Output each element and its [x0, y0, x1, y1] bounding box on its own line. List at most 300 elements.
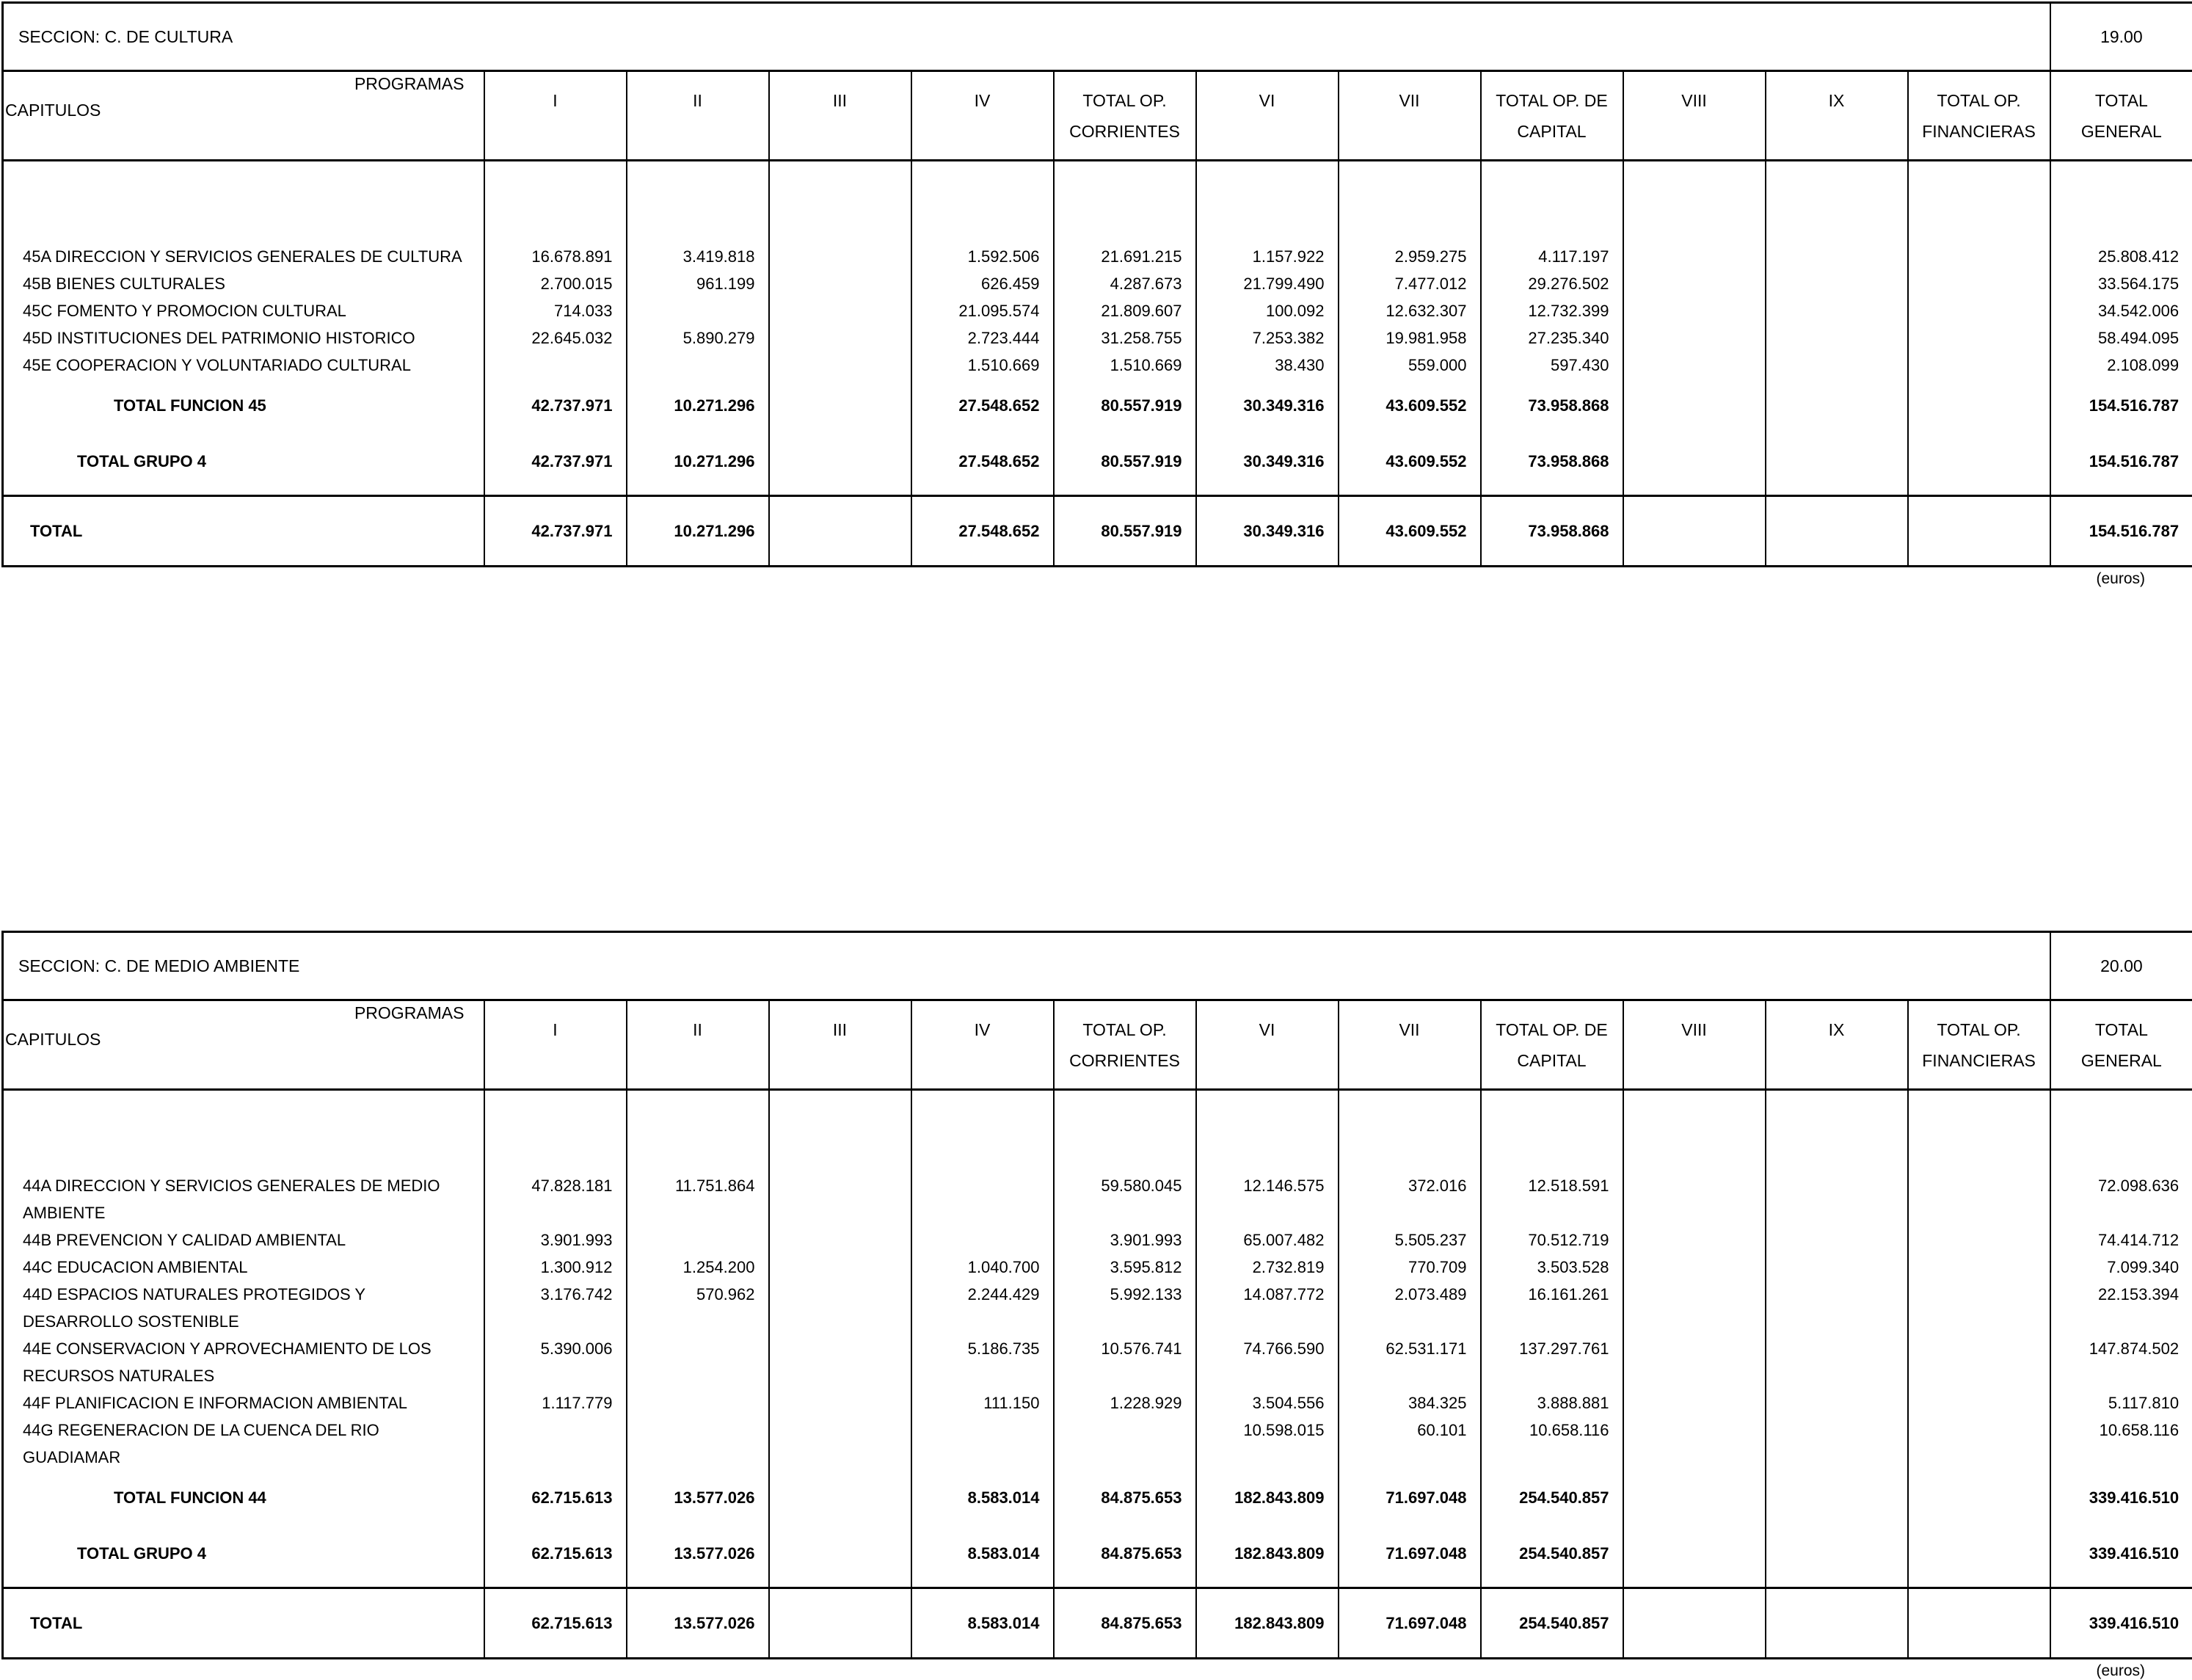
value-cell: [1908, 1281, 2050, 1335]
spacer-cell: [627, 420, 769, 448]
program-name: [3, 1254, 484, 1281]
spacer-cell: [911, 1568, 1054, 1588]
value-cell: 73.958.868: [1481, 392, 1623, 420]
column-header-line: TOTAL OP.: [1909, 85, 2050, 116]
program-row: [3, 297, 2192, 324]
capitulos-label: CAPITULOS: [5, 100, 101, 120]
value-cell: [769, 270, 911, 297]
value-cell: [769, 1281, 911, 1335]
column-header: [911, 1000, 1054, 1090]
spacer-cell: [769, 476, 911, 496]
spacer-cell: [1766, 379, 1908, 392]
grand-total-label: TOTAL: [3, 1588, 484, 1659]
spacer-cell: [484, 1090, 627, 1172]
value-cell: 626.459: [911, 270, 1054, 297]
value-cell: [1766, 1254, 1908, 1281]
value-cell: 10.271.296: [627, 392, 769, 420]
program-row: [3, 352, 2192, 379]
spacer-cell: [911, 1512, 1054, 1540]
program-name: [3, 324, 484, 352]
spacer-cell: [1623, 1471, 1766, 1484]
value-cell: 25.808.412: [2050, 243, 2192, 270]
program-row: [3, 1254, 2192, 1281]
program-row: [3, 1226, 2192, 1254]
total-grupo-row: [3, 1540, 2192, 1568]
total-funcion-label: TOTAL FUNCION 45: [3, 392, 484, 420]
value-cell: [1908, 270, 2050, 297]
value-cell: [1766, 1389, 1908, 1417]
value-cell: 42.737.971: [484, 448, 627, 476]
column-header-line: IV: [912, 85, 1053, 116]
value-cell: [1054, 1417, 1196, 1471]
spacer-cell: [1339, 1568, 1481, 1588]
spacer-cell: [769, 161, 911, 243]
value-cell: 1.510.669: [911, 352, 1054, 379]
value-cell: 58.494.095: [2050, 324, 2192, 352]
value-cell: 10.271.296: [627, 448, 769, 476]
value-cell: [769, 1484, 911, 1512]
section-medio-ambiente: [1, 931, 2191, 1680]
program-name: [3, 1226, 484, 1254]
value-cell: [1623, 1389, 1766, 1417]
value-cell: [1766, 448, 1908, 476]
value-cell: 2.723.444: [911, 324, 1054, 352]
spacer-cell: [1339, 476, 1481, 496]
value-cell: [1623, 270, 1766, 297]
spacer-cell: [1196, 1471, 1339, 1484]
spacer-cell: [1623, 476, 1766, 496]
value-cell: [1908, 297, 2050, 324]
value-cell: 71.697.048: [1339, 1540, 1481, 1568]
value-cell: 182.843.809: [1196, 1540, 1339, 1568]
spacer-cell: [1766, 476, 1908, 496]
value-cell: 11.751.864: [627, 1172, 769, 1226]
spacer-cell: [1908, 1090, 2050, 1172]
spacer-cell: [1196, 161, 1339, 243]
spacer-cell: [484, 1512, 627, 1540]
spacer-cell: [1196, 379, 1339, 392]
value-cell: 3.901.993: [1054, 1226, 1196, 1254]
value-cell: [627, 1335, 769, 1389]
value-cell: [1766, 324, 1908, 352]
spacer-cell: [2050, 379, 2192, 392]
column-header-line: FINANCIERAS: [1909, 116, 2050, 147]
value-cell: 2.700.015: [484, 270, 627, 297]
spacer-cell: [1481, 476, 1623, 496]
value-cell: 19.981.958: [1339, 324, 1481, 352]
column-header-line: TOTAL OP. DE: [1482, 1014, 1623, 1045]
program-name-line: DESARROLLO SOSTENIBLE: [23, 1308, 484, 1335]
spacer-cell: [484, 1568, 627, 1588]
spacer-cell: [484, 379, 627, 392]
value-cell: [1766, 297, 1908, 324]
column-header: [1481, 71, 1623, 161]
value-cell: [1623, 1335, 1766, 1389]
value-cell: 8.583.014: [911, 1540, 1054, 1568]
spacer-cell: [1908, 1568, 2050, 1588]
total-grupo-row: [3, 448, 2192, 476]
column-header-line: II: [627, 85, 768, 116]
spacer-cell: [484, 161, 627, 243]
spacer-cell: [911, 161, 1054, 243]
column-header: [627, 71, 769, 161]
column-header-line: CORRIENTES: [1055, 1045, 1195, 1076]
spacer-cell: [1908, 420, 2050, 448]
total-funcion-label: TOTAL FUNCION 44: [3, 1484, 484, 1512]
spacer-cell: [1339, 379, 1481, 392]
value-cell: [1623, 1417, 1766, 1471]
spacer-cell: [2050, 1090, 2192, 1172]
column-header-line: II: [627, 1014, 768, 1045]
value-cell: 12.632.307: [1339, 297, 1481, 324]
spacer-cell: [1054, 476, 1196, 496]
value-cell: 13.577.026: [627, 1588, 769, 1659]
spacer-cell: [1196, 1568, 1339, 1588]
spacer-cell: [1054, 1090, 1196, 1172]
value-cell: 1.157.922: [1196, 243, 1339, 270]
value-cell: [1908, 1335, 2050, 1389]
column-header-line: TOTAL OP.: [1055, 1014, 1195, 1045]
column-header: [1766, 71, 1908, 161]
total-grupo-label: TOTAL GRUPO 4: [3, 448, 484, 476]
spacer-cell: [1339, 1512, 1481, 1540]
value-cell: [1908, 352, 2050, 379]
column-header: [1196, 71, 1339, 161]
spacer-cell: [1054, 1471, 1196, 1484]
value-cell: [1908, 1484, 2050, 1512]
value-cell: 13.577.026: [627, 1540, 769, 1568]
value-cell: [1908, 243, 2050, 270]
value-cell: 2.959.275: [1339, 243, 1481, 270]
spacer-cell: [484, 1471, 627, 1484]
spacer-cell: [3, 379, 484, 392]
value-cell: 13.577.026: [627, 1484, 769, 1512]
column-header-line: FINANCIERAS: [1909, 1045, 2050, 1076]
value-cell: 3.595.812: [1054, 1254, 1196, 1281]
spacer-cell: [769, 379, 911, 392]
column-header-row: [3, 1000, 2192, 1090]
value-cell: 22.645.032: [484, 324, 627, 352]
value-cell: [484, 352, 627, 379]
spacer-cell: [1908, 379, 2050, 392]
value-cell: 1.040.700: [911, 1254, 1054, 1281]
column-header: [1054, 71, 1196, 161]
value-cell: 1.510.669: [1054, 352, 1196, 379]
value-cell: 43.609.552: [1339, 496, 1481, 567]
value-cell: [1766, 392, 1908, 420]
column-header: [1196, 1000, 1339, 1090]
column-header-line: IV: [912, 1014, 1053, 1045]
column-header-line: III: [770, 1014, 911, 1045]
value-cell: 43.609.552: [1339, 448, 1481, 476]
value-cell: [1623, 243, 1766, 270]
value-cell: 31.258.755: [1054, 324, 1196, 352]
value-cell: 961.199: [627, 270, 769, 297]
program-name-line: RECURSOS NATURALES: [23, 1362, 484, 1389]
value-cell: [627, 297, 769, 324]
value-cell: 2.732.819: [1196, 1254, 1339, 1281]
program-name: [3, 270, 484, 297]
budget-table: [1, 931, 2192, 1659]
value-cell: 2.108.099: [2050, 352, 2192, 379]
value-cell: 4.117.197: [1481, 243, 1623, 270]
value-cell: 3.901.993: [484, 1226, 627, 1254]
spacer-cell: [769, 1568, 911, 1588]
section-code: 20.00: [2050, 932, 2192, 1000]
section-title-row: [3, 3, 2192, 71]
column-header: [627, 1000, 769, 1090]
value-cell: 1.592.506: [911, 243, 1054, 270]
spacer-cell: [1339, 1090, 1481, 1172]
spacer-cell: [1623, 1512, 1766, 1540]
value-cell: [769, 297, 911, 324]
spacer-cell: [2050, 420, 2192, 448]
section-title: SECCION: C. DE MEDIO AMBIENTE: [3, 932, 2050, 1000]
program-name-line: 44D ESPACIOS NATURALES PROTEGIDOS Y: [23, 1281, 484, 1308]
spacer-cell: [1339, 1471, 1481, 1484]
value-cell: 570.962: [627, 1281, 769, 1335]
value-cell: 73.958.868: [1481, 496, 1623, 567]
spacer-cell: [1481, 161, 1623, 243]
spacer-cell: [627, 1512, 769, 1540]
column-header-line: IX: [1766, 85, 1907, 116]
value-cell: [911, 1417, 1054, 1471]
value-cell: [1908, 1172, 2050, 1226]
spacer-row: [3, 1090, 2192, 1172]
value-cell: 21.691.215: [1054, 243, 1196, 270]
value-cell: 30.349.316: [1196, 496, 1339, 567]
spacer-cell: [1481, 420, 1623, 448]
value-cell: [1623, 1254, 1766, 1281]
value-cell: 254.540.857: [1481, 1484, 1623, 1512]
spacer-row: [3, 161, 2192, 243]
value-cell: 27.548.652: [911, 496, 1054, 567]
value-cell: 2.244.429: [911, 1281, 1054, 1335]
spacer-cell: [1481, 379, 1623, 392]
value-cell: [769, 1389, 911, 1417]
value-cell: 62.531.171: [1339, 1335, 1481, 1389]
value-cell: [1766, 1335, 1908, 1389]
grand-total-row: [3, 496, 2192, 567]
value-cell: [627, 352, 769, 379]
value-cell: 3.419.818: [627, 243, 769, 270]
value-cell: [769, 1226, 911, 1254]
column-header: [769, 71, 911, 161]
column-header: [1908, 71, 2050, 161]
value-cell: 1.117.779: [484, 1389, 627, 1417]
value-cell: [911, 1172, 1054, 1226]
spacer-cell: [911, 1090, 1054, 1172]
value-cell: [1766, 243, 1908, 270]
value-cell: 80.557.919: [1054, 392, 1196, 420]
spacer-cell: [1054, 420, 1196, 448]
value-cell: 84.875.653: [1054, 1588, 1196, 1659]
spacer-cell: [1054, 161, 1196, 243]
spacer-cell: [1766, 1568, 1908, 1588]
program-row: [3, 270, 2192, 297]
column-header: [2050, 71, 2192, 161]
value-cell: [769, 1254, 911, 1281]
spacer-cell: [3, 476, 484, 496]
capitulos-label: CAPITULOS: [5, 1029, 101, 1050]
value-cell: [769, 392, 911, 420]
program-name-line: 45B BIENES CULTURALES: [23, 270, 484, 297]
value-cell: 72.098.636: [2050, 1172, 2192, 1226]
program-name: [3, 352, 484, 379]
value-cell: 10.658.116: [1481, 1417, 1623, 1471]
spacer-cell: [1054, 1512, 1196, 1540]
value-cell: 62.715.613: [484, 1588, 627, 1659]
value-cell: 5.890.279: [627, 324, 769, 352]
value-cell: [1766, 496, 1908, 567]
value-cell: 5.992.133: [1054, 1281, 1196, 1335]
column-header: [484, 1000, 627, 1090]
value-cell: 34.542.006: [2050, 297, 2192, 324]
value-cell: 7.253.382: [1196, 324, 1339, 352]
value-cell: [1908, 1254, 2050, 1281]
spacer-cell: [627, 1471, 769, 1484]
value-cell: [1623, 1172, 1766, 1226]
value-cell: 12.732.399: [1481, 297, 1623, 324]
value-cell: 339.416.510: [2050, 1588, 2192, 1659]
spacer-row: [3, 1512, 2192, 1540]
column-header-line: VIII: [1624, 85, 1765, 116]
spacer-cell: [1196, 476, 1339, 496]
spacer-cell: [484, 420, 627, 448]
spacer-cell: [1766, 420, 1908, 448]
value-cell: 8.583.014: [911, 1484, 1054, 1512]
value-cell: 7.099.340: [2050, 1254, 2192, 1281]
column-header: [1766, 1000, 1908, 1090]
program-name-line: 44E CONSERVACION Y APROVECHAMIENTO DE LOS: [23, 1335, 484, 1362]
spacer-cell: [911, 420, 1054, 448]
value-cell: 12.146.575: [1196, 1172, 1339, 1226]
value-cell: 21.809.607: [1054, 297, 1196, 324]
programas-label: PROGRAMAS: [354, 73, 465, 94]
value-cell: 30.349.316: [1196, 448, 1339, 476]
grand-total-label: TOTAL: [3, 496, 484, 567]
value-cell: 30.349.316: [1196, 392, 1339, 420]
value-cell: [627, 1389, 769, 1417]
program-name-line: 44B PREVENCION Y CALIDAD AMBIENTAL: [23, 1226, 484, 1254]
column-header-line: GENERAL: [2051, 116, 2192, 147]
column-header-line: TOTAL OP. DE: [1482, 85, 1623, 116]
value-cell: [769, 1588, 911, 1659]
spacer-cell: [3, 420, 484, 448]
spacer-cell: [627, 1090, 769, 1172]
budget-table: [1, 1, 2192, 567]
value-cell: 154.516.787: [2050, 496, 2192, 567]
column-header-line: III: [770, 85, 911, 116]
column-header-line: IX: [1766, 1014, 1907, 1045]
value-cell: 770.709: [1339, 1254, 1481, 1281]
column-header: [484, 71, 627, 161]
program-row: [3, 324, 2192, 352]
value-cell: 80.557.919: [1054, 448, 1196, 476]
value-cell: 42.737.971: [484, 392, 627, 420]
value-cell: 111.150: [911, 1389, 1054, 1417]
value-cell: 154.516.787: [2050, 448, 2192, 476]
spacer-cell: [1623, 1568, 1766, 1588]
value-cell: [769, 324, 911, 352]
program-name-line: 44G REGENERACION DE LA CUENCA DEL RIO: [23, 1417, 484, 1444]
column-header-row: [3, 71, 2192, 161]
value-cell: [1623, 1226, 1766, 1254]
program-name: [3, 1417, 484, 1471]
value-cell: [1908, 1389, 2050, 1417]
value-cell: 27.548.652: [911, 392, 1054, 420]
spacer-cell: [1054, 379, 1196, 392]
value-cell: [1766, 270, 1908, 297]
program-row: [3, 1335, 2192, 1389]
column-header-line: VII: [1339, 1014, 1480, 1045]
value-cell: [1766, 1417, 1908, 1471]
value-cell: [1623, 1281, 1766, 1335]
value-cell: [1623, 324, 1766, 352]
value-cell: 137.297.761: [1481, 1335, 1623, 1389]
program-row: [3, 1281, 2192, 1335]
value-cell: 16.161.261: [1481, 1281, 1623, 1335]
column-header-line: TOTAL: [2051, 1014, 2192, 1045]
column-header-line: VI: [1197, 1014, 1338, 1045]
value-cell: 7.477.012: [1339, 270, 1481, 297]
value-cell: [1766, 1588, 1908, 1659]
units-note: (euros): [1, 567, 2191, 588]
spacer-cell: [2050, 1512, 2192, 1540]
spacer-cell: [1766, 1090, 1908, 1172]
spacer-cell: [1623, 1090, 1766, 1172]
spacer-cell: [1908, 1471, 2050, 1484]
value-cell: [1623, 297, 1766, 324]
spacer-cell: [2050, 1471, 2192, 1484]
value-cell: 29.276.502: [1481, 270, 1623, 297]
units-note: (euros): [1, 1659, 2191, 1680]
value-cell: [1623, 1540, 1766, 1568]
value-cell: 1.300.912: [484, 1254, 627, 1281]
program-row: [3, 1172, 2192, 1226]
total-funcion-row: [3, 392, 2192, 420]
value-cell: 3.503.528: [1481, 1254, 1623, 1281]
value-cell: 10.658.116: [2050, 1417, 2192, 1471]
value-cell: [1908, 1540, 2050, 1568]
program-name: [3, 1335, 484, 1389]
spacer-cell: [2050, 1568, 2192, 1588]
value-cell: [1908, 448, 2050, 476]
programas-capitulos-header: [3, 71, 484, 161]
value-cell: 12.518.591: [1481, 1172, 1623, 1226]
program-name-line: 45D INSTITUCIONES DEL PATRIMONIO HISTORICO: [23, 324, 484, 352]
programas-label: PROGRAMAS: [354, 1003, 465, 1023]
spacer-cell: [1481, 1471, 1623, 1484]
value-cell: [1766, 1226, 1908, 1254]
column-header-line: CAPITAL: [1482, 116, 1623, 147]
value-cell: 74.766.590: [1196, 1335, 1339, 1389]
program-name-line: AMBIENTE: [23, 1199, 484, 1226]
value-cell: 47.828.181: [484, 1172, 627, 1226]
value-cell: 22.153.394: [2050, 1281, 2192, 1335]
value-cell: [769, 1540, 911, 1568]
value-cell: [627, 1226, 769, 1254]
program-name: [3, 297, 484, 324]
section-cultura: [1, 1, 2191, 588]
column-header-line: VI: [1197, 85, 1338, 116]
column-header: [911, 71, 1054, 161]
spacer-cell: [1196, 420, 1339, 448]
value-cell: 62.715.613: [484, 1540, 627, 1568]
value-cell: [769, 1172, 911, 1226]
value-cell: 3.888.881: [1481, 1389, 1623, 1417]
section-title-row: [3, 932, 2192, 1000]
